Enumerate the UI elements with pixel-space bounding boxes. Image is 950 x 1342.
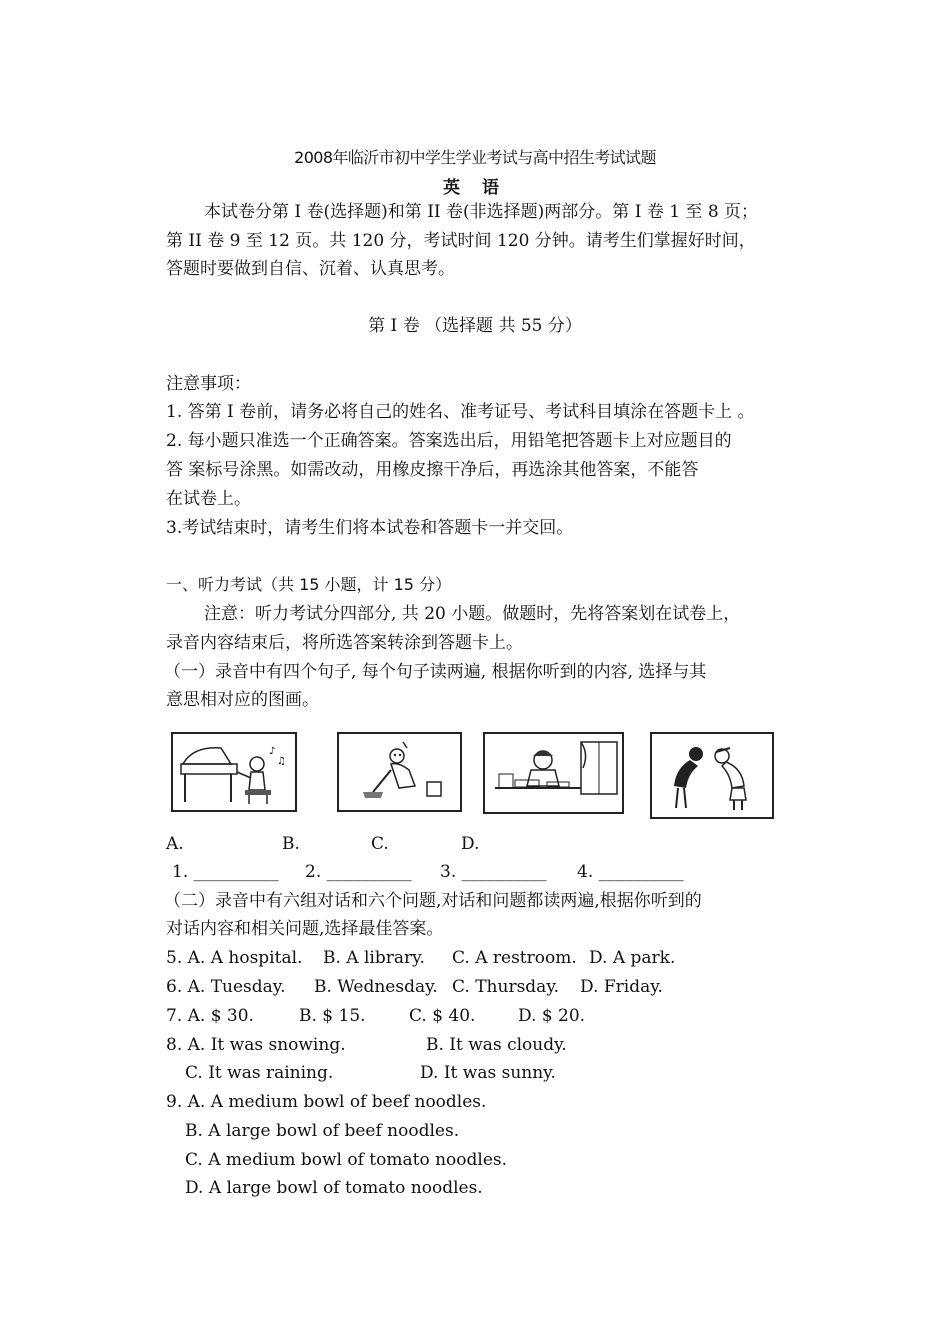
- svg-text:♪: ♪: [269, 746, 276, 757]
- piano-player-picture: [171, 732, 297, 812]
- notice-line-1: 1. 答第 I 卷前，请务必将自己的姓名、准考证号、考试科目填涂在答题卡上 。: [166, 402, 755, 422]
- q6-option-a: 6. A. Tuesday.: [166, 977, 286, 997]
- listening-note-1: 注意：听力考试分四部分, 共 20 小题。做题时，先将答案划在试卷上，: [204, 604, 741, 624]
- svg-text:♫: ♫: [277, 756, 286, 767]
- exam-title: 2008年临沂市初中学生学业考试与高中招生考试试题: [294, 148, 656, 167]
- girl-studying-picture: [483, 732, 624, 814]
- notice-line-4: 在试卷上。: [166, 489, 251, 509]
- notice-line-2: 2. 每小题只准选一个正确答案。答案选出后，用铅笔把答题卡上对应题目的: [166, 431, 732, 451]
- section2-line-1: （二）录音中有六组对话和六个问题,对话和问题都读两遍,根据你听到的: [164, 891, 702, 911]
- intro-line-3: 答题时要做到自信、沉着、认真思考。: [166, 259, 455, 279]
- q9-option-d: D. A large bowl of tomato noodles.: [185, 1178, 483, 1198]
- q5-option-a: 5. A. A hospital.: [166, 948, 303, 968]
- notice-line-3: 答 案标号涂黑。如需改动，用橡皮擦干净后，再选涂其他答案，不能答: [166, 460, 699, 480]
- q5-option-c: C. A restroom.: [452, 948, 577, 968]
- intro-line-1: 本试卷分第 I 卷(选择题)和第 II 卷(非选择题)两部分。第 I 卷 1 至 8 页；: [204, 202, 759, 222]
- q7-option-b: B. $ 15.: [299, 1006, 366, 1026]
- notice-line-5: 3.考试结束时，请考生们将本试卷和答题卡一并交回。: [166, 518, 574, 538]
- q6-option-b: B. Wednesday.: [314, 977, 438, 997]
- section1-line-2: 意思相对应的图画。: [166, 690, 319, 710]
- q8-option-d: D. It was sunny.: [420, 1063, 556, 1083]
- part1-title: 第 I 卷 （选择题 共 55 分）: [368, 316, 582, 336]
- mopping-floor-picture: [337, 732, 462, 812]
- q8-option-b: B. It was cloudy.: [426, 1035, 567, 1055]
- picture-label-b: B.: [282, 834, 300, 854]
- q6-option-d: D. Friday.: [580, 977, 663, 997]
- q9-option-a: 9. A. A medium bowl of beef noodles.: [166, 1092, 487, 1112]
- q7-option-c: C. $ 40.: [409, 1006, 476, 1026]
- answer-blank-1: 1. __________: [172, 862, 279, 882]
- q5-option-b: B. A library.: [323, 948, 425, 968]
- subject-heading: 英 语: [443, 178, 507, 198]
- section1-line-1: （一）录音中有四个句子, 每个句子读两遍, 根据你听到的内容, 选择与其: [164, 662, 707, 682]
- answer-blank-4: 4. __________: [577, 862, 684, 882]
- q9-option-c: C. A medium bowl of tomato noodles.: [185, 1150, 508, 1170]
- q9-option-b: B. A large bowl of beef noodles.: [185, 1121, 460, 1141]
- listening-note-2: 录音内容结束后，将所选答案转涂到答题卡上。: [166, 633, 523, 653]
- intro-line-2: 第 II 卷 9 至 12 页。共 120 分，考试时间 120 分钟。请考生们掌握好时间，: [166, 231, 756, 251]
- q8-option-a: 8. A. It was snowing.: [166, 1035, 346, 1055]
- two-people-bowing-picture: [650, 732, 774, 819]
- picture-label-a: A.: [166, 834, 184, 854]
- section2-line-2: 对话内容和相关问题,选择最佳答案。: [166, 919, 444, 939]
- q6-option-c: C. Thursday.: [452, 977, 560, 997]
- picture-label-c: C.: [371, 834, 389, 854]
- q7-option-a: 7. A. $ 30.: [166, 1006, 254, 1026]
- answer-blank-3: 3. __________: [440, 862, 547, 882]
- q7-option-d: D. $ 20.: [518, 1006, 586, 1026]
- listening-heading: 一、听力考试（共 15 小题，计 15 分）: [166, 575, 452, 594]
- answer-blank-2: 2. __________: [305, 862, 412, 882]
- q5-option-d: D. A park.: [589, 948, 676, 968]
- q8-option-c: C. It was raining.: [185, 1063, 334, 1083]
- picture-label-d: D.: [461, 834, 480, 854]
- notice-heading: 注意事项：: [166, 374, 251, 394]
